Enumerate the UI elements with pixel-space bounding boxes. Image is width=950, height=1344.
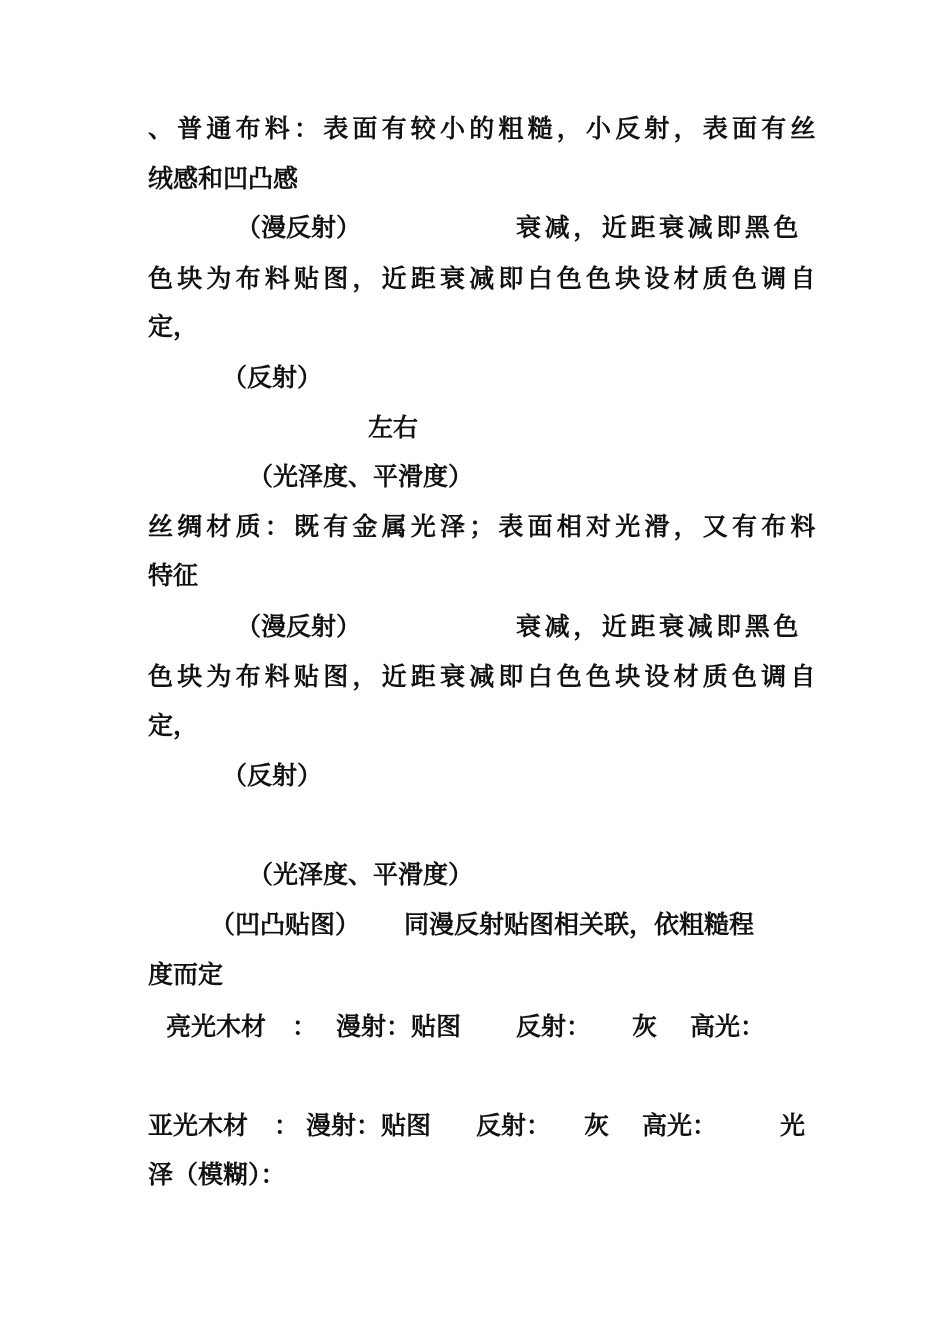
matte-wood-reflect: 反射： (476, 1111, 552, 1140)
text-line-11a: （漫反射） (236, 612, 362, 641)
text-line-17: 度而定 (148, 960, 224, 989)
text-line-16a: （凹凸贴图） (210, 910, 361, 939)
text-line-7: 左右 (368, 413, 419, 442)
glossy-wood-diffuse: 漫射：贴图 (336, 1012, 462, 1041)
text-line-11b: 衰减，近距衰减即黑色 (516, 612, 803, 641)
text-line-15: （光泽度、平滑度） (248, 860, 474, 889)
text-line-14: （反射） (222, 761, 323, 790)
text-line-12: 色块为布料贴图，近距衰减即白色色块设材质色调自 (148, 662, 820, 691)
text-line-13: 定， (148, 711, 199, 740)
matte-wood-colon: ： (274, 1111, 300, 1140)
text-line-5: 定， (148, 312, 199, 341)
text-line-16b: 同漫反射贴图相关联，依粗糙程 (404, 910, 755, 939)
matte-wood-gray: 灰 (584, 1111, 610, 1140)
text-line-10: 特征 (148, 561, 199, 590)
matte-wood-diffuse: 漫射：贴图 (306, 1111, 432, 1140)
matte-wood-highlight: 高光： (642, 1111, 718, 1140)
matte-wood-gloss-blur: 泽（模糊）： (148, 1160, 286, 1189)
text-line-3b: 衰减，近距衰减即黑色 (516, 213, 803, 242)
glossy-wood-gray: 灰 (632, 1012, 658, 1041)
text-line-8: （光泽度、平滑度） (248, 462, 474, 491)
text-line-6: （反射） (222, 363, 323, 392)
matte-wood-label: 亚光木材 (148, 1111, 249, 1140)
glossy-wood-colon: ： (292, 1012, 318, 1041)
text-line-1: 、普通布料：表面有较小的粗糙，小反射，表面有丝 (148, 114, 820, 143)
glossy-wood-highlight: 高光： (690, 1012, 766, 1041)
glossy-wood-label: 亮光木材 (166, 1012, 267, 1041)
text-line-3a: （漫反射） (236, 213, 362, 242)
text-line-9: 丝绸材质：既有金属光泽；表面相对光滑，又有布料 (148, 512, 820, 541)
text-line-4: 色块为布料贴图，近距衰减即白色色块设材质色调自 (148, 264, 820, 293)
matte-wood-gloss-start: 光 (780, 1111, 806, 1140)
text-line-2: 绒感和凹凸感 (148, 164, 299, 193)
glossy-wood-reflect: 反射： (516, 1012, 592, 1041)
